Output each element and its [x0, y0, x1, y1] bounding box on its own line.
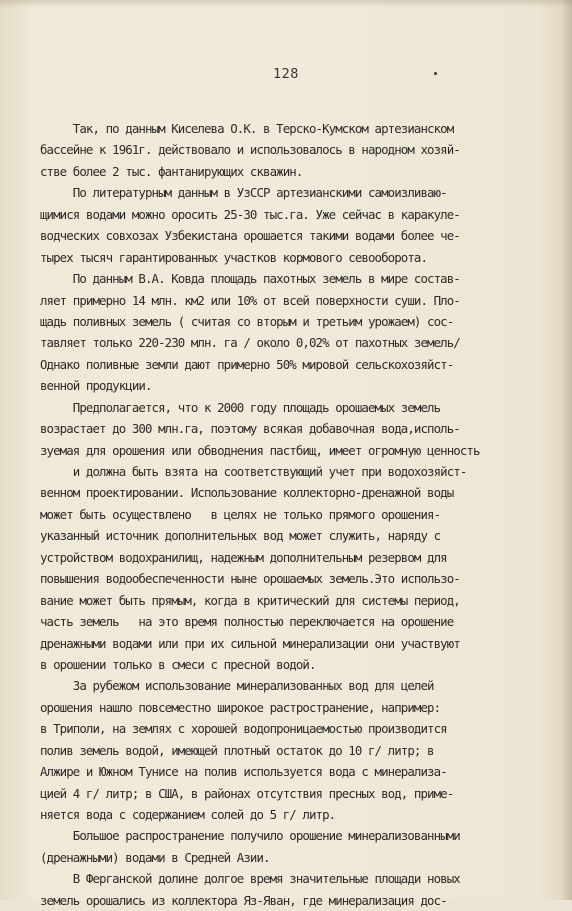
text-line: щадь поливных земель ( считая со вторым и третьим урожаем) сос-	[40, 313, 454, 329]
text-line: устройством водохранилищ, надежным дополнительным резервом для	[40, 549, 447, 565]
text-line: По данным В.А. Ковда площадь пахотных земель в мире состав-	[40, 271, 460, 287]
text-line: орошения нашло повсеместно широкое растространение, например:	[40, 699, 441, 715]
text-line: полив земель водой, имеющей плотный остаток до 10 г/ литр; в	[40, 742, 434, 758]
text-line: земель орошались из коллектора Яз-Яван, где минерализация дос-	[40, 892, 447, 908]
text-line: и должна быть взята на соответствующий учет при водохозяйст-	[40, 464, 467, 479]
text-line: водческих совхозах Узбекистана орошается такими водами более че-	[40, 228, 460, 244]
text-line: Предполагается, что к 2000 году площадь орошаемых земель	[40, 399, 441, 415]
text-line: няется вода с содержанием солей до 5 г/ литр.	[40, 807, 336, 822]
text-line: часть земель на это время полностью переключается на орошение	[40, 614, 454, 630]
text-line: венной продукции.	[40, 378, 152, 394]
text-line: указанный источник дополнительных вод может служить, наряду с	[40, 528, 441, 544]
text-line: щимися водами можно оросить 25-30 тыс.га. Уже сейчас в каракуле-	[40, 206, 460, 222]
text-line: По литературным данным в УзССР артезианскими самоизливаю-	[40, 185, 447, 201]
text-line: зуемая для орошения или обводнения пастбищ, имеет огромную ценность	[40, 442, 480, 458]
text-line: Так, по данным Киселева О.К. в Терско-Кумском артезианском	[40, 121, 454, 136]
text-line: В Ферганской долине долгое время значительные площади новых	[40, 871, 460, 887]
text-line: бассейне к 1961г. действовало и использовалось в народном хозяй-	[40, 142, 460, 158]
text-line: тавляет только 220-230 млн. га / около 0,02% от пахотных земель/	[40, 335, 460, 351]
text-line: ляет примерно 14 млн. км2 или 10% от всей поверхности суши. Пло-	[40, 292, 460, 308]
text-line: повышения водообеспеченности ныне орошаемых земель.Это использо-	[40, 571, 460, 587]
text-line: стве более 2 тыс. фантанирующих скважин.	[40, 163, 303, 179]
page-top-shadow	[0, 0, 572, 8]
text-line: возрастает до 300 млн.га, поэтому всякая добавочная вода,исполь-	[40, 421, 460, 437]
text-line: Алжире и Южном Тунисе на полив используется вода с минерализа-	[40, 764, 447, 780]
text-line: в Триполи, на землях с хорошей водопроницаемостью производится	[40, 721, 447, 737]
ink-speck	[434, 72, 437, 75]
page-number: 128	[273, 66, 299, 82]
text-line: тырех тысяч гарантированных участков кормового севооборота.	[40, 249, 428, 265]
text-line: венном проектировании. Использование коллекторно-дренажной воды	[40, 485, 454, 501]
text-line: вание может быть прямым, когда в критический для системы период,	[40, 592, 460, 608]
text-line: (дренажными) водами в Средней Азии.	[40, 849, 270, 865]
text-line: За рубежом использование минерализованных вод для целей	[40, 678, 434, 694]
text-line: цией 4 г/ литр; в США, в районах отсутствия пресных вод, приме-	[40, 785, 454, 801]
text-line: в орошении только в смеси с пресной водой.	[40, 656, 316, 672]
text-line: может быть осуществлено в целях не только прямого орошения-	[40, 506, 441, 522]
page-edge-shadow	[562, 0, 572, 900]
typewritten-text	[40, 118, 520, 911]
text-line: Большое распространение получило орошение минерализованными	[40, 828, 460, 844]
text-line: дренажными водами или при их сильной минерализации они участвуют	[40, 635, 460, 651]
text-line: Однако поливные земли дают примерно 50% мировой сельскохозяйст-	[40, 356, 454, 372]
